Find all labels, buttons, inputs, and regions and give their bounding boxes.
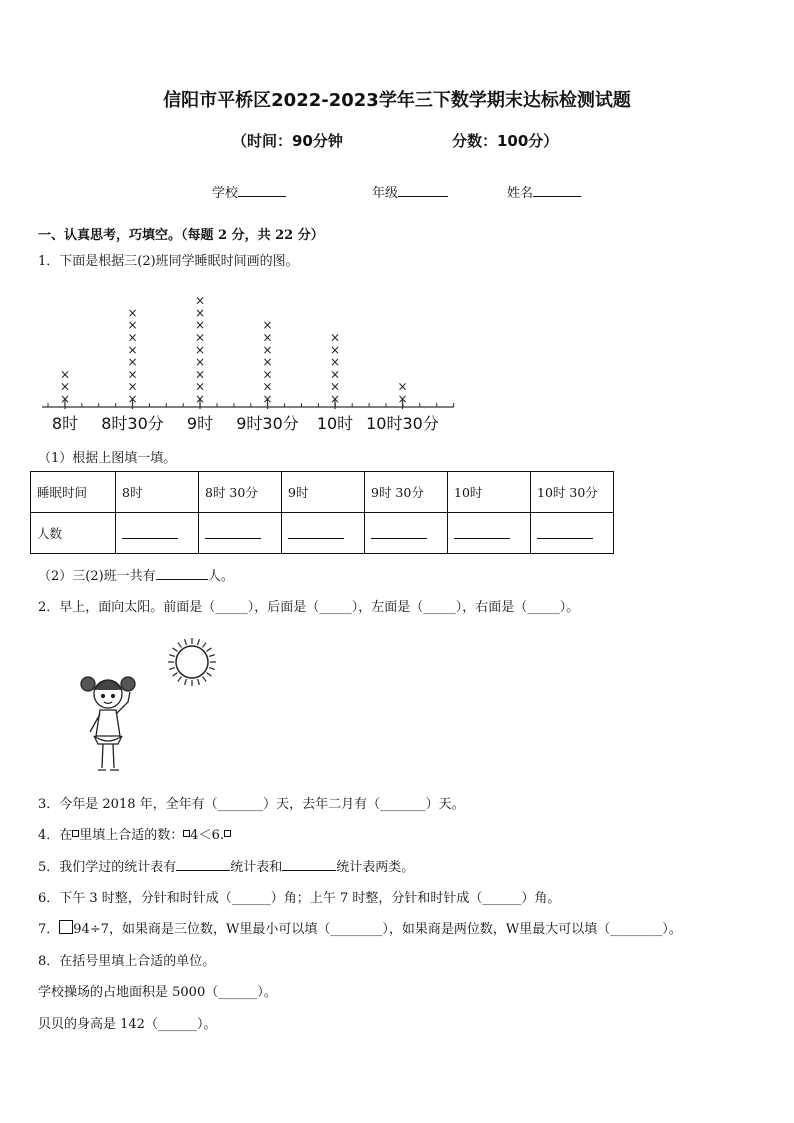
- q5-text-c: 统计表两类。: [336, 860, 415, 875]
- data-mark: ×: [262, 318, 273, 333]
- q8-line1: 学校操场的占地面积是 5000（______）。: [38, 985, 277, 1000]
- table-row-label: 人数: [31, 513, 116, 554]
- table-col-5: 10时: [448, 472, 531, 513]
- sun-ray: [178, 677, 182, 682]
- data-mark: ×: [262, 342, 273, 357]
- answer-blank[interactable]: [176, 858, 230, 871]
- girl-sun-illustration: [40, 624, 230, 784]
- q4-text: [38, 824, 231, 843]
- school-label: 学校: [212, 186, 239, 201]
- data-mark: ×: [194, 392, 206, 406]
- school-blank[interactable]: [238, 184, 286, 197]
- q2-text: 2．早上，面向太阳。前面是（_____），后面是（_____），左面是（_____），右面是（_____）。: [38, 600, 580, 615]
- data-mark: ×: [329, 355, 341, 370]
- data-mark: ×: [194, 355, 206, 370]
- data-mark: ×: [127, 379, 138, 394]
- table-col-1: 8时: [116, 472, 199, 513]
- q8-line2: 贝贝的身高是 142（______）。: [38, 1017, 217, 1032]
- answer-blank[interactable]: [282, 858, 336, 871]
- answer-blank[interactable]: [205, 538, 261, 539]
- data-mark: ×: [127, 318, 138, 333]
- q4-text-a: 4．在: [38, 828, 73, 843]
- q5-text-a: 5．我们学过的统计表有: [38, 860, 177, 875]
- name-label: 姓名: [507, 186, 534, 201]
- category-label: 8时30分: [101, 414, 164, 433]
- sleep-table: [30, 471, 614, 554]
- q8-text: 8．在括号里填上合适的单位。: [38, 954, 216, 969]
- plot-marks: [60, 294, 408, 406]
- data-mark: ×: [194, 318, 206, 333]
- data-mark: ×: [194, 367, 206, 382]
- grade-label: 年级: [372, 186, 399, 201]
- data-mark: ×: [194, 305, 206, 320]
- data-mark: ×: [329, 392, 341, 406]
- data-mark: ×: [127, 392, 138, 406]
- sun-ray: [178, 643, 182, 648]
- exam-time: （时间：90分钟: [232, 132, 343, 150]
- table-row: [31, 513, 614, 554]
- name-blank[interactable]: [533, 184, 581, 197]
- q1-text: 1．下面是根据三(2)班同学睡眠时间画的图。: [38, 254, 299, 269]
- data-mark: ×: [194, 379, 206, 394]
- sun-ray: [209, 655, 215, 657]
- small-box-icon[interactable]: [224, 830, 231, 837]
- sun-ray: [198, 639, 200, 645]
- answer-blank[interactable]: [371, 538, 427, 539]
- data-mark: ×: [127, 342, 138, 357]
- sun-ray: [185, 639, 187, 645]
- q1-sub2-unit: 人。: [207, 569, 234, 584]
- box-icon: [59, 920, 73, 934]
- grade-blank[interactable]: [398, 184, 448, 197]
- sun-ray: [209, 668, 215, 670]
- data-mark: ×: [127, 367, 138, 382]
- sun-ray: [203, 643, 207, 648]
- q4-text-b: 里填上合适的数：: [79, 828, 184, 843]
- category-label: 10时30分: [366, 414, 439, 433]
- data-mark: ×: [262, 330, 273, 345]
- data-mark: ×: [329, 379, 341, 394]
- data-mark: ×: [127, 355, 138, 370]
- q1-sub2-text: （2）三(2)班一共有: [38, 569, 156, 584]
- q6-text: 6．下午 3 时整，分针和时针成（______）角；上午 7 时整，分针和时针成（______）角。: [38, 891, 561, 906]
- data-mark: ×: [127, 330, 138, 345]
- category-label: 9时30分: [236, 414, 299, 433]
- q5-text-b: 统计表和: [230, 860, 283, 875]
- answer-blank[interactable]: [454, 538, 510, 539]
- sleep-dot-plot: [36, 280, 466, 440]
- data-mark: ×: [262, 355, 273, 370]
- section-heading: 一、认真思考，巧填空。（每题 2 分，共 22 分）: [38, 228, 324, 243]
- data-mark: ×: [262, 392, 273, 406]
- q5-text: [38, 856, 414, 875]
- q7-text-a: 7．: [38, 922, 60, 937]
- sun-ray: [173, 648, 178, 652]
- sun-ray: [173, 673, 178, 677]
- sun-ray: [169, 655, 175, 657]
- answer-blank[interactable]: [288, 538, 344, 539]
- q4-text-c: 4＜6.: [190, 828, 224, 843]
- category-label: 9时: [186, 414, 214, 433]
- data-mark: ×: [329, 367, 341, 382]
- data-mark: ×: [262, 379, 273, 394]
- name-field: [507, 182, 581, 201]
- sun-ray: [203, 677, 207, 682]
- sun-ray: [185, 679, 187, 685]
- data-mark: ×: [397, 379, 408, 394]
- data-mark: ×: [194, 293, 206, 308]
- total-blank[interactable]: [156, 567, 208, 580]
- table-row: [31, 472, 614, 513]
- data-mark: ×: [262, 367, 273, 382]
- sun-icon: [168, 638, 216, 686]
- exam-score: 分数：100分）: [452, 132, 559, 150]
- school-field: [212, 182, 286, 201]
- data-mark: ×: [397, 392, 408, 406]
- data-mark: ×: [329, 330, 341, 345]
- sun-ray: [169, 668, 175, 670]
- data-mark: ×: [59, 379, 71, 394]
- data-mark: ×: [59, 367, 71, 382]
- category-label: 8时: [51, 414, 79, 433]
- table-header-label: 睡眠时间: [31, 472, 116, 513]
- data-mark: ×: [59, 392, 71, 406]
- q7-text-b: 94÷7，如果商是三位数，W里最小可以填（________），如果商是两位数，W里最大可以填（________）。: [73, 922, 682, 937]
- grade-field: [372, 182, 448, 201]
- q1-sub1: （1）根据上图填一填。: [38, 451, 177, 466]
- girl-icon: [81, 677, 135, 770]
- plot-labels: [52, 414, 439, 433]
- table-col-2: 8时 30分: [199, 472, 282, 513]
- data-mark: ×: [194, 330, 206, 345]
- sun-ray: [207, 648, 212, 652]
- data-mark: ×: [127, 305, 138, 320]
- category-label: 10时: [316, 414, 354, 433]
- answer-blank[interactable]: [122, 538, 178, 539]
- table-col-4: 9时 30分: [365, 472, 448, 513]
- sun-ray: [198, 679, 200, 685]
- data-mark: ×: [194, 342, 206, 357]
- sun-ray: [207, 673, 212, 677]
- page-title: 信阳市平桥区2022-2023学年三下数学期末达标检测试题: [163, 90, 631, 111]
- answer-blank[interactable]: [537, 538, 593, 539]
- q3-text: 3．今年是 2018 年，全年有（_______）天，去年二月有（_______）天。: [38, 797, 465, 812]
- q7-text: [38, 918, 682, 937]
- data-mark: ×: [329, 342, 341, 357]
- table-col-3: 9时: [282, 472, 365, 513]
- q1-sub2: [38, 565, 234, 584]
- table-col-6: 10时 30分: [531, 472, 614, 513]
